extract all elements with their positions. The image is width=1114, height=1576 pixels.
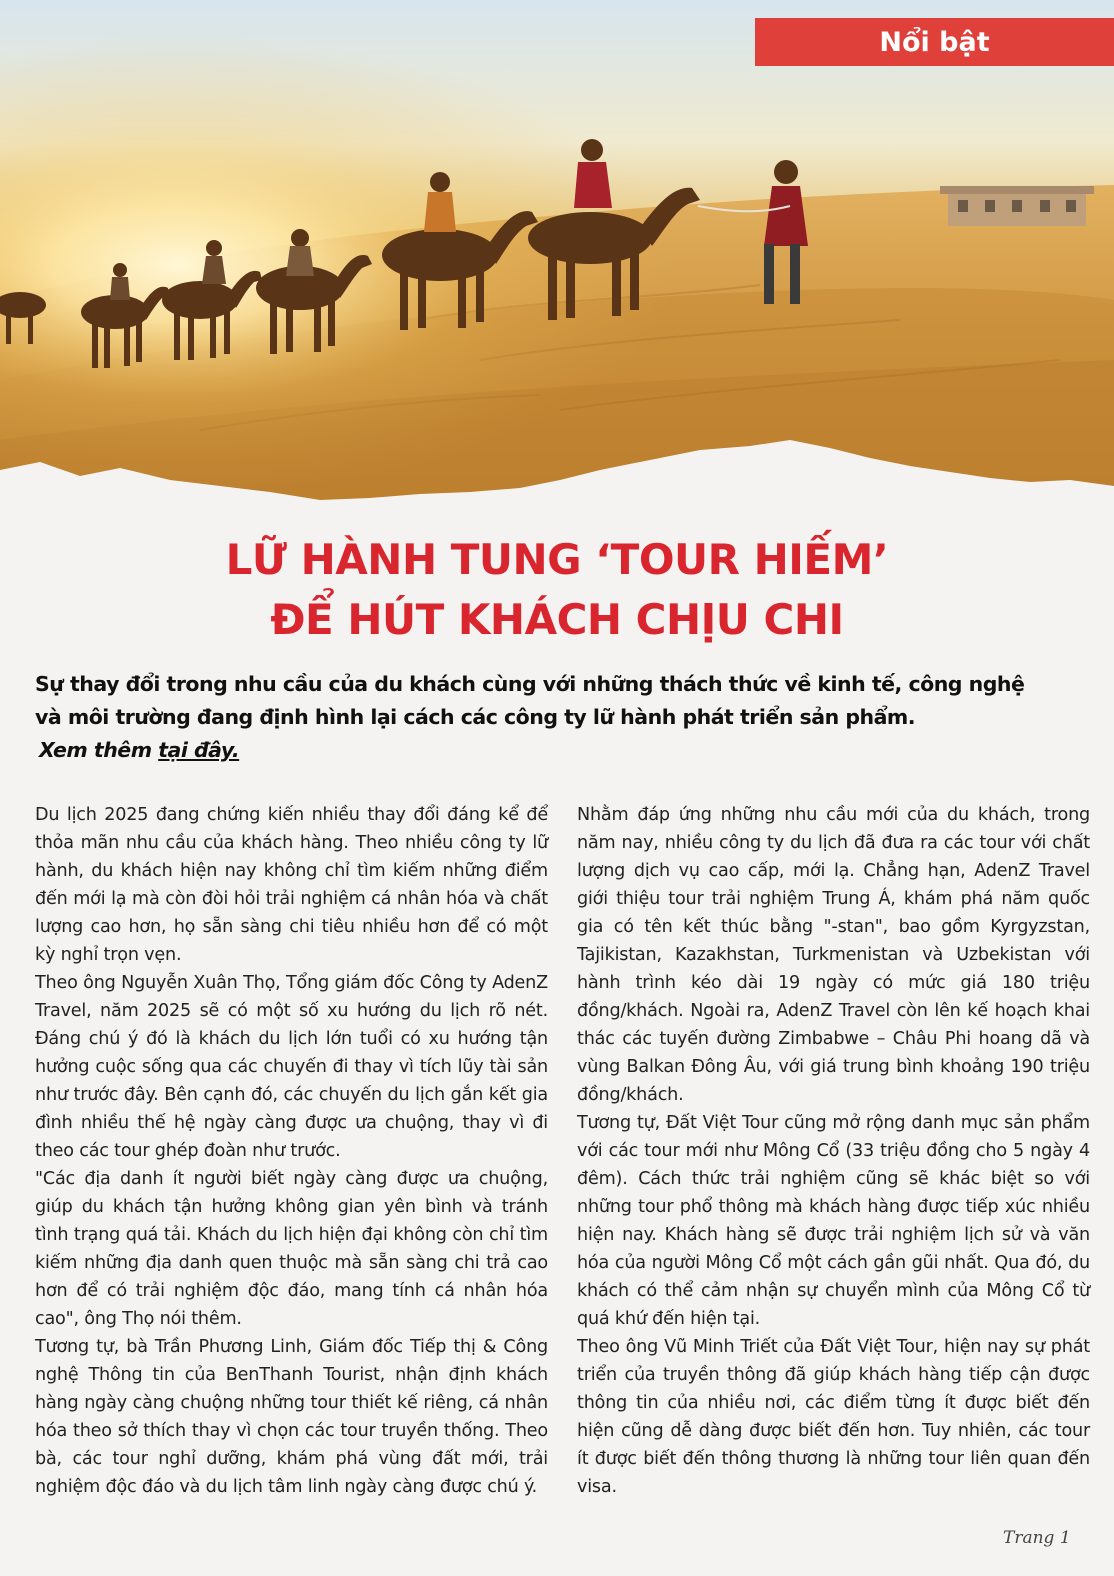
page-number: Trang 1 (1003, 1528, 1071, 1548)
right-column (577, 801, 1090, 1501)
paragraph: Tương tự, bà Trần Phương Linh, Giám đốc Tiếp thị & Công nghệ Thông tin của BenThanh Tourist, nhận định khách hàng ngày càng chuộng những tour thiết kế riêng, cá nhân hóa theo sở thích thay vì chọn các tour truyền thống. Theo bà, các tour nghỉ dưỡng, khám phá vùng đất mới, trải nghiệm độc đáo và du lịch tâm linh ngày càng được chú ý. (35, 1337, 548, 1497)
featured-tag: Nổi bật (755, 18, 1114, 66)
paragraph: Tương tự, Đất Việt Tour cũng mở rộng danh mục sản phẩm với các tour mới như Mông Cổ (33 triệu đồng cho 5 ngày 4 đêm). Cách thức trải nghiệm cũng sẽ khác biệt so với những tour phổ thông mà khách hàng được tiếp xúc nhiều hiện nay. Khách hàng sẽ được trải nghiệm lịch sử và văn hóa của người Mông Cổ một cách gần gũi nhất. Qua đó, du khách có thể cảm nhận sự chuyển mình của Mông Cổ từ quá khứ đến hiện tại. (577, 1113, 1090, 1329)
paragraph: Theo ông Nguyễn Xuân Thọ, Tổng giám đốc Công ty AdenZ Travel, năm 2025 sẽ có một số xu hướng du lịch rõ nét. Đáng chú ý đó là khách du lịch lớn tuổi có xu hướng tận hưởng cuộc sống qua các chuyến đi thay vì tích lũy tài sản như trước đây. Bên cạnh đó, các chuyến du lịch gắn kết gia đình nhiều thế hệ ngày càng được ưa chuộng, thay vì đi theo các tour ghép đoàn như trước. (35, 973, 548, 1161)
article-lead (35, 668, 1085, 767)
lead-line-1: Sự thay đổi trong nhu cầu của du khách cùng với những thách thức về kinh tế, công nghệ (35, 672, 1025, 696)
paragraph: "Các địa danh ít người biết ngày càng được ưa chuộng, giúp du khách tận hưởng không gian yên bình và tránh tình trạng quá tải. Khách du lịch hiện đại không còn chỉ tìm kiếm những địa danh quen thuộc mà sẵn sàng chi trả cao hơn để có trải nghiệm độc đáo, mang tính cá nhân hóa cao", ông Thọ nói thêm. (35, 1169, 548, 1329)
paragraph: Theo ông Vũ Minh Triết của Đất Việt Tour, hiện nay sự phát triển của truyền thông đã giúp khách hàng tiếp cận được thông tin của nhiều nơi, các điểm từng ít được biết đến hiện cũng dễ dàng được biết đến hơn. Tuy nhiên, các tour ít được biết đến thông thương là những tour liên quan đến visa. (577, 1337, 1090, 1497)
article-title (0, 530, 1114, 650)
title-line-2: ĐỂ HÚT KHÁCH CHỊU CHI (270, 595, 844, 644)
read-more-prefix: Xem thêm (39, 738, 159, 762)
read-more (35, 734, 1085, 767)
hero-image (0, 0, 1114, 510)
desert-scene (0, 0, 1114, 510)
left-column (35, 801, 548, 1501)
read-more-link[interactable]: tại đây. (158, 738, 240, 762)
title-line-1: LỮ HÀNH TUNG ‘TOUR HIẾM’ (225, 535, 889, 584)
paragraph: Du lịch 2025 đang chứng kiến nhiều thay đổi đáng kể để thỏa mãn nhu cầu của khách hàng. Theo nhiều công ty lữ hành, du khách hiện nay không chỉ tìm kiếm những điểm đến mới lạ mà còn đòi hỏi trải nghiệm cá nhân hóa và chất lượng cao hơn, họ sẵn sàng chi tiêu nhiều hơn để có một kỳ nghỉ trọn vẹn. (35, 805, 548, 965)
lead-line-2: và môi trường đang định hình lại cách các công ty lữ hành phát triển sản phẩm. (35, 705, 916, 729)
paragraph: Nhằm đáp ứng những nhu cầu mới của du khách, trong năm nay, nhiều công ty du lịch đã đưa ra các tour với chất lượng dịch vụ cao cấp, mới lạ. Chẳng hạn, AdenZ Travel giới thiệu tour trải nghiệm Trung Á, khám phá năm quốc gia có tên kết thúc bằng "-stan", bao gồm Kyrgyzstan, Tajikistan, Kazakhstan, Turkmenistan và Uzbekistan với hành trình kéo dài 19 ngày có mức giá 180 triệu đồng/khách. Ngoài ra, AdenZ Travel còn lên kế hoạch khai thác các tuyến đường Zimbabwe – Châu Phi hoang dã và vùng Balkan Đông Âu, với giá trung bình khoảng 190 triệu đồng/khách. (577, 805, 1090, 1105)
